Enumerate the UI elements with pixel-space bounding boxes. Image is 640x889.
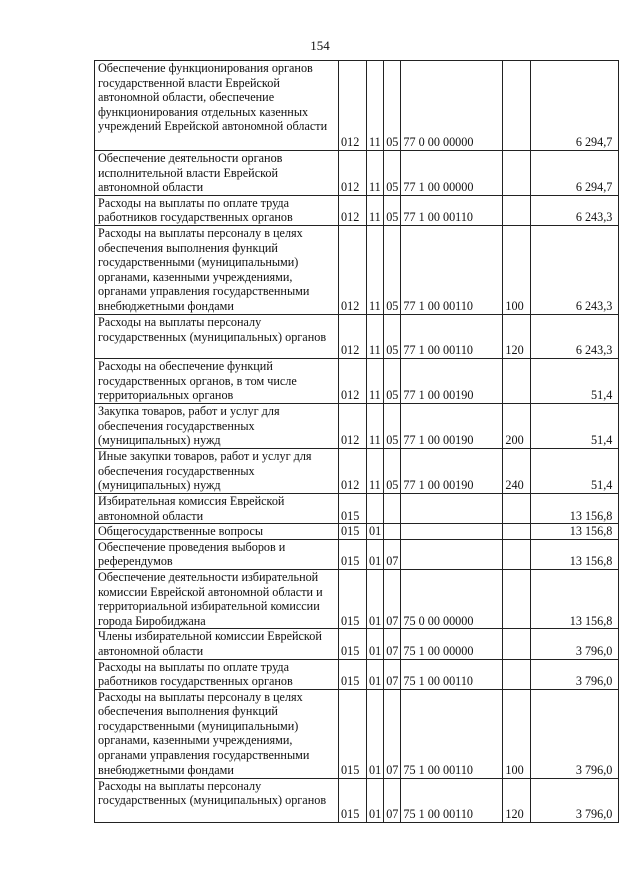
row-admin-code-cell: 015: [339, 689, 367, 778]
table-row: [95, 61, 619, 151]
row-section-code-cell: 11: [367, 61, 384, 151]
row-expense-type-cell: [503, 151, 531, 196]
row-section-code-cell: 01: [367, 539, 384, 569]
row-expense-type-cell: 240: [503, 448, 531, 493]
row-section-code-cell: 11: [367, 403, 384, 448]
row-admin-code-cell: 012: [339, 225, 367, 314]
row-amount-cell: 3 796,0: [531, 629, 619, 659]
row-section-code-cell: 11: [367, 358, 384, 403]
row-target-article-cell: 77 1 00 00000: [401, 151, 503, 196]
row-admin-code-cell: 015: [339, 659, 367, 689]
row-name-cell: Члены избирательной комиссии Еврейской автономной области: [95, 629, 339, 659]
row-amount-cell: 6 243,3: [531, 225, 619, 314]
row-subsection-code-cell: 05: [384, 448, 401, 493]
row-section-code-cell: 01: [367, 689, 384, 778]
row-admin-code-cell: 012: [339, 448, 367, 493]
row-target-article-cell: 77 1 00 00190: [401, 403, 503, 448]
row-subsection-code-cell: [384, 524, 401, 540]
row-admin-code-cell: 015: [339, 629, 367, 659]
row-subsection-code-cell: 07: [384, 569, 401, 628]
row-target-article-cell: 75 1 00 00110: [401, 689, 503, 778]
row-expense-type-cell: [503, 569, 531, 628]
row-amount-cell: 51,4: [531, 358, 619, 403]
row-section-code-cell: 11: [367, 195, 384, 225]
row-admin-code-cell: 015: [339, 493, 367, 523]
row-amount-cell: 6 243,3: [531, 195, 619, 225]
row-name-cell: Обеспечение деятельности избирательной комиссии Еврейской автономной области и территориальной избирательной комиссии города Биробиджана: [95, 569, 339, 628]
table-row: [95, 778, 619, 822]
row-amount-cell: 51,4: [531, 448, 619, 493]
row-target-article-cell: 75 1 00 00110: [401, 778, 503, 822]
row-amount-cell: 3 796,0: [531, 689, 619, 778]
row-section-code-cell: 11: [367, 225, 384, 314]
row-admin-code-cell: 012: [339, 151, 367, 196]
row-expense-type-cell: [503, 195, 531, 225]
table-row: [95, 195, 619, 225]
row-expense-type-cell: 120: [503, 778, 531, 822]
row-name-cell: Иные закупки товаров, работ и услуг для обеспечения государственных (муниципальных) нужд: [95, 448, 339, 493]
row-target-article-cell: [401, 524, 503, 540]
row-section-code-cell: [367, 493, 384, 523]
table-row: [95, 659, 619, 689]
row-expense-type-cell: 200: [503, 403, 531, 448]
row-admin-code-cell: 012: [339, 314, 367, 358]
row-amount-cell: 13 156,8: [531, 539, 619, 569]
row-section-code-cell: 01: [367, 629, 384, 659]
row-target-article-cell: 77 1 00 00190: [401, 448, 503, 493]
row-name-cell: Расходы на выплаты по оплате труда работников государственных органов: [95, 195, 339, 225]
row-amount-cell: 3 796,0: [531, 778, 619, 822]
row-amount-cell: 13 156,8: [531, 493, 619, 523]
row-target-article-cell: 77 1 00 00110: [401, 195, 503, 225]
row-name-cell: Общегосударственные вопросы: [95, 524, 339, 540]
row-expense-type-cell: 120: [503, 314, 531, 358]
table-row: [95, 493, 619, 523]
row-target-article-cell: [401, 493, 503, 523]
row-subsection-code-cell: 07: [384, 539, 401, 569]
row-name-cell: Расходы на выплаты персоналу в целях обеспечения выполнения функций государственными (муниципальными) органами, казенными учреждениями, органами управления государственными внебюджетными фондами: [95, 225, 339, 314]
row-name-cell: Расходы на выплаты персоналу государственных (муниципальных) органов: [95, 314, 339, 358]
row-section-code-cell: 01: [367, 524, 384, 540]
row-name-cell: Расходы на выплаты по оплате труда работников государственных органов: [95, 659, 339, 689]
row-target-article-cell: 77 1 00 00110: [401, 225, 503, 314]
row-subsection-code-cell: 05: [384, 195, 401, 225]
row-amount-cell: 6 294,7: [531, 151, 619, 196]
row-admin-code-cell: 012: [339, 61, 367, 151]
row-subsection-code-cell: 05: [384, 314, 401, 358]
row-admin-code-cell: 015: [339, 569, 367, 628]
row-target-article-cell: 75 1 00 00110: [401, 659, 503, 689]
row-admin-code-cell: 012: [339, 358, 367, 403]
row-amount-cell: 51,4: [531, 403, 619, 448]
row-section-code-cell: 11: [367, 151, 384, 196]
row-amount-cell: 13 156,8: [531, 524, 619, 540]
row-subsection-code-cell: 07: [384, 659, 401, 689]
table-row: [95, 524, 619, 540]
row-name-cell: Обеспечение функционирования органов государственной власти Еврейской автономной области, обеспечение функционирования отдельных казенных учреждений Еврейской автономной области: [95, 61, 339, 151]
table-row: [95, 358, 619, 403]
row-admin-code-cell: 012: [339, 195, 367, 225]
row-admin-code-cell: 012: [339, 403, 367, 448]
row-name-cell: Обеспечение деятельности органов исполнительной власти Еврейской автономной области: [95, 151, 339, 196]
row-target-article-cell: 77 1 00 00110: [401, 314, 503, 358]
row-admin-code-cell: 015: [339, 539, 367, 569]
page-number: 154: [310, 38, 330, 53]
table-row: [95, 629, 619, 659]
table-row: [95, 539, 619, 569]
row-name-cell: Закупка товаров, работ и услуг для обеспечения государственных (муниципальных) нужд: [95, 403, 339, 448]
table-row: [95, 314, 619, 358]
row-section-code-cell: 11: [367, 448, 384, 493]
row-target-article-cell: [401, 539, 503, 569]
row-expense-type-cell: [503, 61, 531, 151]
row-expense-type-cell: [503, 358, 531, 403]
row-admin-code-cell: 015: [339, 524, 367, 540]
row-expense-type-cell: [503, 493, 531, 523]
row-section-code-cell: 01: [367, 569, 384, 628]
budget-table: [94, 60, 619, 823]
row-target-article-cell: 77 0 00 00000: [401, 61, 503, 151]
row-name-cell: Расходы на выплаты персоналу в целях обеспечения выполнения функций государственными (муниципальными) органами, казенными учреждениями, органами управления государственными внебюджетными фондами: [95, 689, 339, 778]
row-amount-cell: 13 156,8: [531, 569, 619, 628]
row-expense-type-cell: [503, 659, 531, 689]
row-subsection-code-cell: 05: [384, 61, 401, 151]
row-expense-type-cell: [503, 539, 531, 569]
row-expense-type-cell: [503, 629, 531, 659]
row-name-cell: Расходы на выплаты персоналу государственных (муниципальных) органов: [95, 778, 339, 822]
row-subsection-code-cell: 07: [384, 689, 401, 778]
row-target-article-cell: 75 0 00 00000: [401, 569, 503, 628]
row-subsection-code-cell: 05: [384, 358, 401, 403]
row-amount-cell: 3 796,0: [531, 659, 619, 689]
row-name-cell: Избирательная комиссия Еврейской автономной области: [95, 493, 339, 523]
table-row: [95, 689, 619, 778]
row-amount-cell: 6 243,3: [531, 314, 619, 358]
row-section-code-cell: 01: [367, 778, 384, 822]
table-row: [95, 448, 619, 493]
row-subsection-code-cell: 07: [384, 629, 401, 659]
row-name-cell: Обеспечение проведения выборов и референдумов: [95, 539, 339, 569]
table-row: [95, 225, 619, 314]
table-row: [95, 151, 619, 196]
row-target-article-cell: 75 1 00 00000: [401, 629, 503, 659]
row-target-article-cell: 77 1 00 00190: [401, 358, 503, 403]
row-section-code-cell: 01: [367, 659, 384, 689]
row-name-cell: Расходы на обеспечение функций государственных органов, в том числе территориальных органов: [95, 358, 339, 403]
row-expense-type-cell: [503, 524, 531, 540]
budget-table-body: [95, 61, 619, 823]
row-amount-cell: 6 294,7: [531, 61, 619, 151]
row-expense-type-cell: 100: [503, 225, 531, 314]
row-expense-type-cell: 100: [503, 689, 531, 778]
row-subsection-code-cell: 05: [384, 225, 401, 314]
row-subsection-code-cell: 07: [384, 778, 401, 822]
row-subsection-code-cell: 05: [384, 403, 401, 448]
row-subsection-code-cell: [384, 493, 401, 523]
row-subsection-code-cell: 05: [384, 151, 401, 196]
table-row: [95, 403, 619, 448]
table-row: [95, 569, 619, 628]
row-admin-code-cell: 015: [339, 778, 367, 822]
row-section-code-cell: 11: [367, 314, 384, 358]
